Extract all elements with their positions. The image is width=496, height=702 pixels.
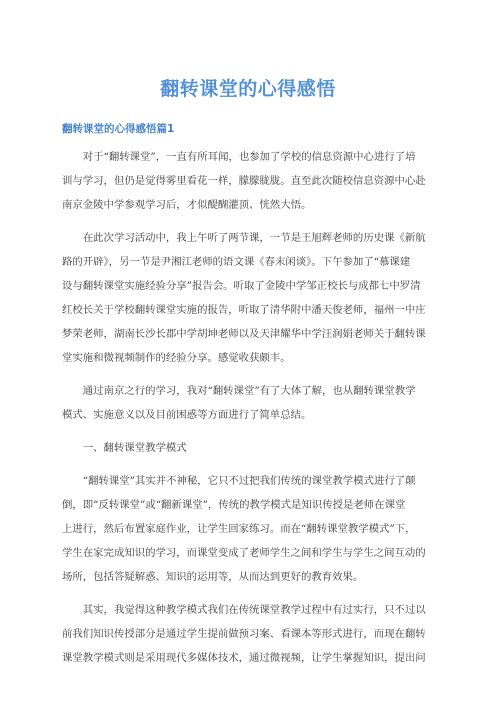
text-line: 学生在家完成知识的学习，而课堂变成了老师学生之间和学生与学生之间互动的 [62, 547, 426, 559]
text-line: 梦荣老师，湖南长沙长郡中学胡坤老师以及天津耀华中学汪润娟老师关于翻转课 [62, 328, 426, 340]
paragraph-1 [62, 145, 434, 217]
text-line: 南京金陵中学参观学习后，才似醍醐灌顶、恍然大悟。 [62, 199, 312, 211]
text-line: 路的开辟》，另一节是尹湘江老师的语文课《春末闲谈》。下午参加了“慕课建 [62, 256, 411, 268]
text-line: 对于“翻转课堂”，一直有所耳闻，也参加了学校的信息资源中心进行了培 [62, 151, 416, 163]
text-line: 前我们知识传授部分是通过学生提前做预习案、看课本等形式进行，而现在翻转 [62, 628, 426, 640]
text-line: 场所，包括答疑解惑、知识的运用等，从而达到更好的教育效果。 [62, 571, 364, 583]
text-line: “翻转课堂”其实并不神秘，它只不过把我们传统的课堂教学模式进行了颠 [62, 475, 416, 487]
text-line: 上进行，然后布置家庭作业，让学生回家练习。而在“翻转课堂教学模式”下， [62, 523, 416, 535]
paragraph-4 [62, 469, 434, 589]
section-subtitle: 翻转课堂的心得感悟篇1 [62, 123, 175, 135]
text-line: 课堂教学模式则是采用现代多媒体技术，通过微视频，让学生掌握知识，提出问 [62, 652, 426, 664]
text-line: 设与翻转课堂实施经验分享”报告会。听取了金陵中学邹正校长与成都七中罗清 [62, 280, 421, 292]
paragraph-3 [62, 379, 434, 427]
text-line: 训与学习，但仍是觉得雾里看花一样，朦朦胧胧。直至此次随校信息资源中心赴 [62, 175, 426, 187]
text-line: 倒，即“反转课堂”或“翻新课堂”，传统的教学模式是知识传授是老师在课堂 [62, 499, 406, 511]
paragraph-2 [62, 226, 434, 370]
text-line: 模式、实施意义以及目前困惑等方面进行了简单总结。 [62, 409, 312, 421]
section-heading: 一、翻转课堂教学模式 [62, 442, 187, 454]
text-line: 在此次学习活动中，我上午听了两节课，一节是王旭辉老师的历史课《新航 [62, 232, 426, 244]
document-title: 翻转课堂的心得感悟 [160, 78, 336, 100]
text-line: 通过南京之行的学习，我对“翻转课堂”有了大体了解，也从翻转课堂教学 [62, 385, 416, 397]
text-line: 红校长关于学校翻转课堂实施的报告，听取了清华附中潘天俊老师，福州一中庄 [62, 304, 426, 316]
document-body [62, 145, 434, 679]
paragraph-5 [62, 598, 434, 670]
text-line: 其实，我觉得这种教学模式我们在传统课堂教学过程中有过实行，只不过以 [62, 604, 426, 616]
text-line: 堂实施和微视频制作的经验分享。感觉收获颇丰。 [62, 352, 291, 364]
